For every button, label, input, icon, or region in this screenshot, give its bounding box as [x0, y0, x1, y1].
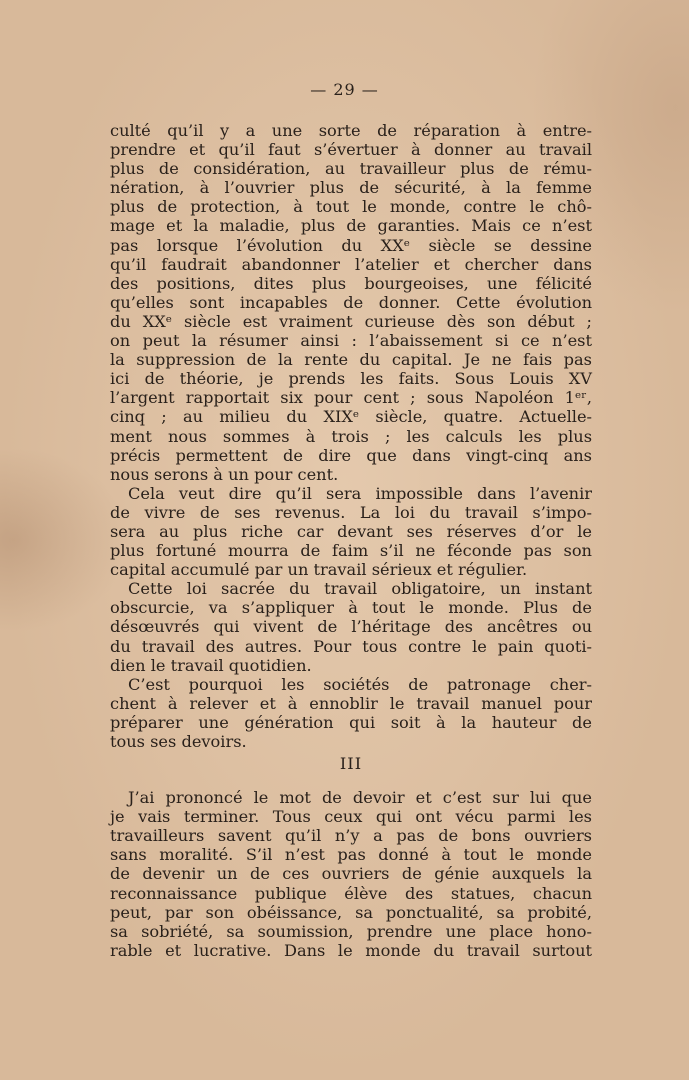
text-line: sa sobriété, sa soumission, prendre une place hono- [110, 921, 592, 941]
text-line: J’ai prononcé le mot de devoir et c’est sur lui que [128, 788, 592, 808]
text-line: la suppression de la rente du capital. Je ne fais pas [110, 350, 592, 370]
text-line: des positions, dites plus bourgeoises, une félicité [110, 273, 592, 293]
text-line: ici de théorie, je prends les faits. Sous Louis XV [110, 369, 592, 389]
text-line: je vais terminer. Tous ceux qui ont vécu parmi les [110, 807, 592, 827]
section-heading: III [339, 754, 363, 774]
text-line: C’est pourquoi les sociétés de patronage cher- [128, 674, 592, 694]
text-line: Cette loi sacrée du travail obligatoire, un instant [128, 579, 592, 599]
text-line: sans moralité. S’il n’est pas donné à tout le monde [110, 845, 592, 865]
text-line: on peut la résumer ainsi : l’abaissement si ce n’est [110, 331, 592, 351]
text-line: du XXᵉ siècle est vraiment curieuse dès son début ; [110, 311, 592, 331]
text-line: de devenir un de ces ouvriers de génie auxquels la [110, 864, 592, 884]
text-line: plus de considération, au travailleur plus de rému- [110, 159, 592, 179]
text-line: du travail des autres. Pour tous contre le pain quoti- [110, 636, 592, 656]
page-number: — 29 — [310, 80, 379, 99]
text-block-after-heading [110, 788, 592, 960]
text-line: désœuvrés qui vivent de l’héritage des ancêtres ou [110, 617, 592, 637]
text-line: sera au plus riche car devant ses réserves d’or le [110, 521, 592, 541]
text-line: reconnaissance publique élève des statues, chacun [110, 883, 592, 903]
text-line: l’argent rapportait six pour cent ; sous Napoléon 1ᵉʳ, [110, 388, 592, 408]
text-line: qu’elles sont incapables de donner. Cette évolution [110, 292, 592, 312]
text-line: de vivre de ses revenus. La loi du travail s’impo- [110, 502, 592, 522]
text-line: cinq ; au milieu du XIXᵉ siècle, quatre. Actuelle- [110, 407, 592, 427]
text-line: Cela veut dire qu’il sera impossible dans l’avenir [128, 483, 592, 503]
text-line: précis permettent de dire que dans vingt-cinq ans [110, 445, 592, 465]
text-line: qu’il faudrait abandonner l’atelier et chercher dans [110, 254, 592, 274]
text-line: chent à relever et à ennoblir le travail manuel pour [110, 693, 592, 713]
text-line: rable et lucrative. Dans le monde du travail surtout [110, 940, 592, 960]
text-line: pas lorsque l’évolution du XXᵉ siècle se dessine [110, 235, 592, 255]
text-line: nous serons à un pour cent. [110, 464, 339, 484]
text-line: nération, à l’ouvrier plus de sécurité, à la femme [110, 178, 592, 198]
text-line: peut, par son obéissance, sa ponctualité, sa probité, [110, 902, 592, 922]
text-line: plus fortuné mourra de faim s’il ne féconde pas son [110, 541, 592, 561]
text-line: travailleurs savent qu’il n’y a pas de bons ouvriers [110, 826, 592, 846]
text-line: préparer une génération qui soit à la hauteur de [110, 712, 592, 732]
text-line: mage et la maladie, plus de garanties. Mais ce n’est [110, 216, 592, 236]
text-line: plus de protection, à tout le monde, contre le chô- [110, 197, 592, 217]
text-line: ment nous sommes à trois ; les calculs les plus [110, 426, 592, 446]
text-line: culté qu’il y a une sorte de réparation à entre- [110, 121, 592, 140]
body-text [110, 121, 592, 960]
text-line: tous ses devoirs. [110, 732, 247, 751]
text-line: obscurcie, va s’appliquer à tout le monde. Plus de [110, 598, 592, 618]
text-line: dien le travail quotidien. [110, 655, 312, 675]
text-line: capital accumulé par un travail sérieux et régulier. [110, 560, 528, 580]
text-block-before-heading [110, 121, 592, 751]
text-line: prendre et qu’il faut s’évertuer à donner au travail [110, 140, 592, 160]
